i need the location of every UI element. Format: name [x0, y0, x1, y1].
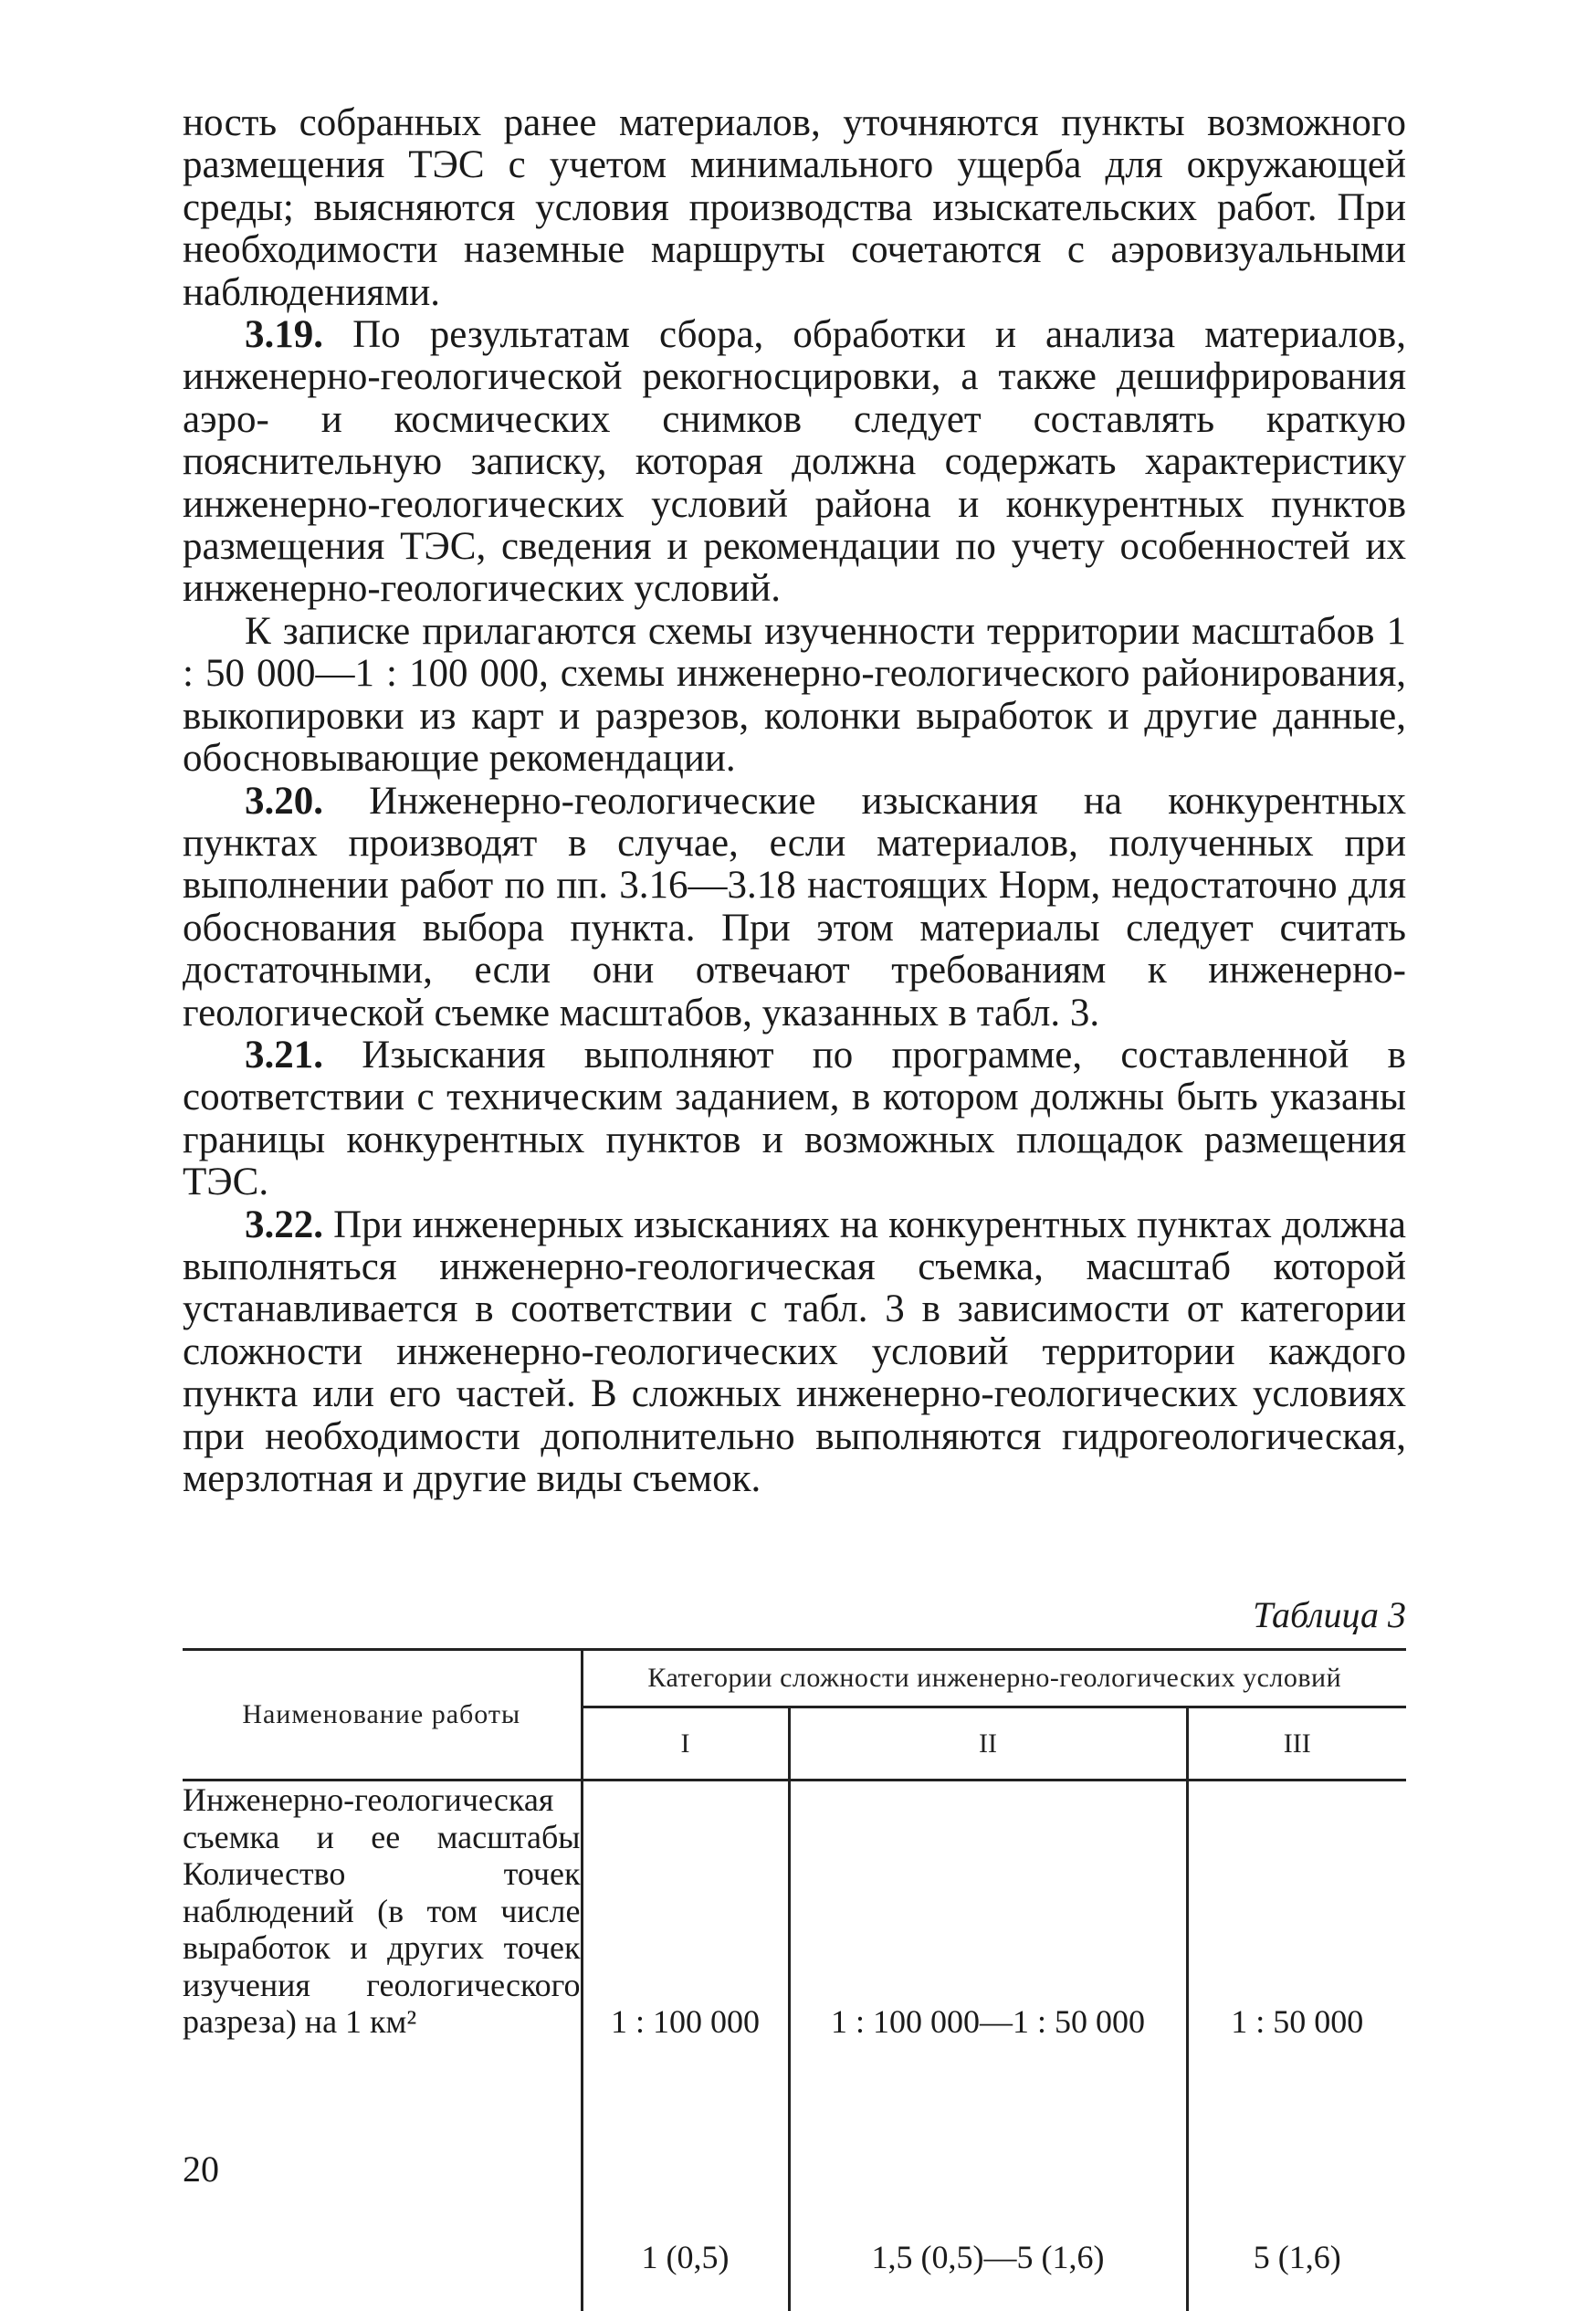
column-header-category-2: II — [789, 1707, 1187, 1781]
paragraph-3-21 — [183, 1035, 1406, 1204]
section-number: 3.20. — [245, 780, 323, 823]
category-3-values — [1187, 1781, 1406, 2311]
paragraph-3-19 — [183, 314, 1406, 611]
paragraph-text: По результатам сбора, обработки и анализа материалов, инженерно-геологической рекогносцировки, а также дешифрирования аэро- и космических снимков следует составлять краткую пояснительную записку, которая должна содержать характеристику инженерно-геологических условий района и конкурентных пунктов размещения ТЭС, сведения и рекомендации по учету особенностей их инженерно-геологических условий. — [183, 313, 1406, 610]
work-names-cell: Инженерно-геологическая съемка и ее масштабы Количество точек наблюдений (в том числе выработок и других точек изучения геологического разреза) на 1 км² — [183, 1781, 582, 2311]
column-header-work-name: Наименование работы — [183, 1650, 582, 1781]
scale-value-category-2: 1 : 100 000—1 : 50 000 — [791, 2002, 1186, 2041]
points-value-category-3: 5 (1,6) — [1189, 2238, 1407, 2276]
paragraph-continuation: ность собранных ранее материалов, уточняются пункты возможного размещения ТЭС с учетом минимального ущерба для окружающей среды; выясняются условия производства изыскательских работ. При необходимости наземные маршруты сочетаются с аэровизуальными наблюдениями. — [183, 102, 1406, 314]
points-value-category-1: 1 (0,5) — [583, 2238, 788, 2276]
paragraph-attachments: К записке прилагаются схемы изученности территории масштабов 1 : 50 000—1 : 100 000, схемы инженерно-геологического районирования, выкопировки из карт и разрезов, колонки выработок и другие данные, обосновывающие рекомендации. — [183, 611, 1406, 781]
section-number: 3.21. — [245, 1034, 323, 1077]
category-1-values — [582, 1781, 789, 2311]
table-header-row — [183, 1650, 1406, 1707]
category-2-values — [789, 1781, 1187, 2311]
paragraph-text: Изыскания выполняют по программе, составленной в соответствии с техническим заданием, в котором должны быть указаны границы конкурентных пунктов и возможных площадок размещения ТЭС. — [183, 1034, 1406, 1203]
paragraph-text: Инженерно-геологические изыскания на конкурентных пунктах производят в случае, если материалов, полученных при выполнении работ по пп. 3.16—3.18 настоящих Норм, недостаточно для обоснования выбора пункта. При этом материалы следует считать достаточными, если они отвечают требованиям к инженерно-геологической съемке масштабов, указанных в табл. 3. — [183, 780, 1406, 1035]
paragraph-3-22 — [183, 1204, 1406, 1501]
table-row — [183, 1781, 1406, 2311]
table-caption: Таблица 3 — [183, 1594, 1406, 1636]
survey-norms-table — [183, 1648, 1406, 2311]
paragraph-text: При инженерных изысканиях на конкурентных пунктах должна выполняться инженерно-геологическая съемка, масштаб которой устанавливается в соответствии с табл. 3 в зависимости от категории сложности инженерно-геологических условий территории каждого пункта или его частей. В сложных инженерно-геологических условиях при необходимости дополнительно выполняются гидрогеологическая, мерзлотная и другие виды съемок. — [183, 1203, 1406, 1500]
column-header-complexity: Категории сложности инженерно-геологических условий — [582, 1650, 1406, 1707]
section-number: 3.19. — [245, 313, 323, 356]
paragraph-3-20 — [183, 781, 1406, 1035]
points-value-category-2: 1,5 (0,5)—5 (1,6) — [791, 2238, 1186, 2276]
page-number: 20 — [183, 2148, 219, 2190]
scale-value-category-3: 1 : 50 000 — [1189, 2002, 1407, 2041]
column-header-category-1: I — [582, 1707, 789, 1781]
scale-value-category-1: 1 : 100 000 — [583, 2002, 788, 2041]
section-number: 3.22. — [245, 1203, 323, 1246]
column-header-category-3: III — [1187, 1707, 1406, 1781]
body-text — [183, 102, 1406, 1500]
